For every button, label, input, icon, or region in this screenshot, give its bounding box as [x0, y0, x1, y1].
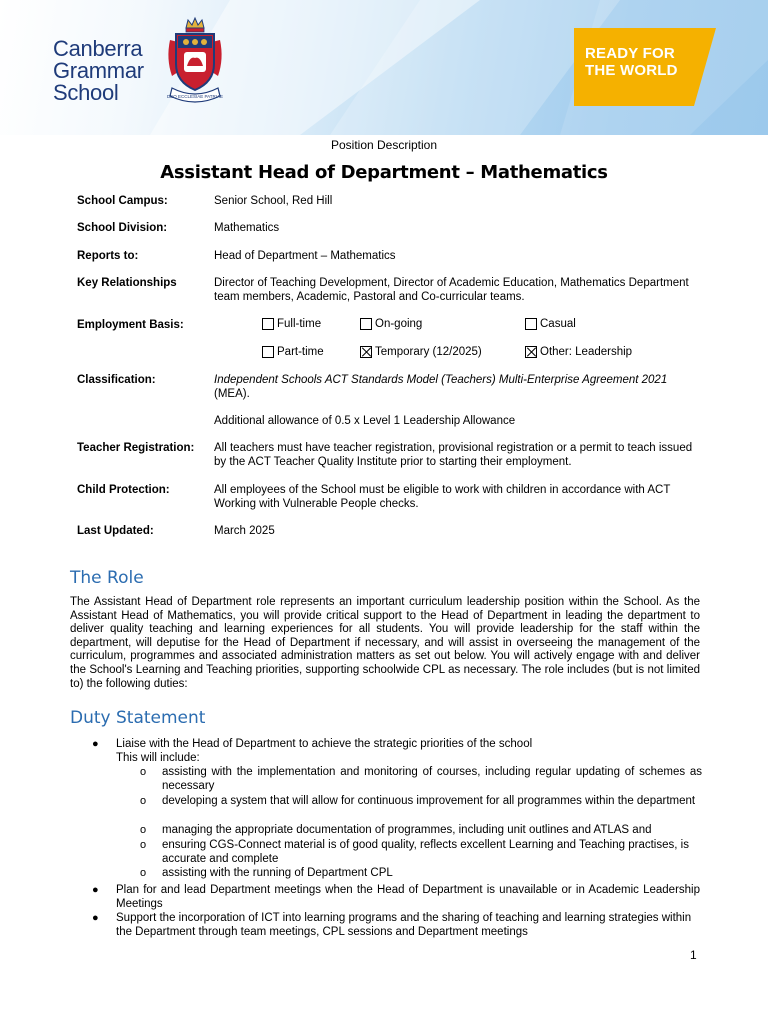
duty-item — [116, 738, 700, 765]
detail-label: Reports to: — [77, 250, 139, 262]
detail-label: Classification: — [77, 374, 156, 386]
sub-bullet-icon: o — [140, 824, 147, 836]
school-crest-icon — [164, 14, 226, 104]
tagline-line: READY FOR — [585, 45, 675, 62]
detail-label: Key Relationships — [77, 277, 177, 289]
checkbox-part-time[interactable] — [262, 345, 324, 359]
checkbox-unchecked-icon[interactable] — [262, 318, 274, 330]
svg-text:DEO ECCLESIAE PATRIAE: DEO ECCLESIAE PATRIAE — [166, 94, 224, 99]
sub-bullet-icon: o — [140, 795, 147, 807]
section-heading-role: The Role — [70, 568, 144, 588]
checkbox-label: On-going — [375, 318, 423, 330]
page-header — [0, 0, 768, 135]
checkbox-other-leadership[interactable] — [525, 345, 632, 359]
document-type: Position Description — [330, 138, 438, 152]
detail-value: Senior School, Red Hill — [214, 195, 333, 207]
school-name-line: School — [53, 80, 119, 105]
sub-bullet-icon: o — [140, 839, 147, 851]
sub-bullet-icon: o — [140, 867, 147, 879]
checkbox-label: Other: Leadership — [540, 346, 633, 358]
duty-subitem: assisting with the implementation and monitoring of courses, including regular updating of schemes as necessary — [162, 766, 702, 792]
agreement-suffix: (MEA). — [214, 388, 250, 400]
page-number: 1 — [690, 948, 697, 962]
duty-subitem: ensuring CGS-Connect material is of good quality, reflects excellent Learning and Teaching practises, is accurate and complete — [162, 839, 689, 865]
detail-value: All teachers must have teacher registration, provisional registration or a permit to teach issued by the ACT Teacher Quality Institute prior to starting their employment. — [214, 442, 693, 468]
detail-value: All employees of the School must be eligible to work with children in accordance with ACT Working with Vulnerable People checks. — [214, 484, 671, 510]
role-description: The Assistant Head of Department role represents an important curriculum leadership position within the School. As the Assistant Head of Mathematics, you will provide critical support to the Head of Department in leading the department to deliver quality teaching and learning experiences for all students. You will provide leadership for the staff within the department, will deputise for the Head of Department if necessary, and will assist in overseeing the management of the curriculum, programmes and associated administration matters as set out below. You will actively engage with and deliver the School's Learning and Teaching priorities, supporting schoolwide CPL as necessary. The role includes (but is not limited to) the following duties: — [70, 596, 700, 690]
detail-value — [214, 373, 704, 401]
detail-label: School Campus: — [77, 195, 168, 207]
bullet-icon: ● — [92, 884, 99, 896]
detail-label: Last Updated: — [77, 525, 154, 537]
bullet-icon: ● — [92, 912, 99, 924]
detail-value: March 2025 — [214, 525, 275, 537]
duty-item-text: Liaise with the Head of Department to achieve the strategic priorities of the school — [116, 738, 533, 750]
checkbox-unchecked-icon[interactable] — [525, 318, 537, 330]
duty-item-subtext: This will include: — [116, 751, 200, 764]
tagline-text — [585, 45, 678, 79]
duty-item: Plan for and lead Department meetings when the Head of Department is unavailable or in Academic Leadership Meetings — [116, 884, 700, 910]
duty-subitem: managing the appropriate documentation of programmes, including unit outlines and ATLAS and — [162, 824, 652, 836]
checkbox-unchecked-icon[interactable] — [262, 346, 274, 358]
agreement-name: Independent Schools ACT Standards Model (Teachers) Multi-Enterprise Agreement 2021 — [214, 374, 668, 386]
detail-value: Director of Teaching Development, Director of Academic Education, Mathematics Department team members, Academic, Pastoral and Co-curricular teams. — [214, 277, 689, 303]
detail-label: School Division: — [77, 222, 168, 234]
checkbox-casual[interactable] — [525, 317, 576, 331]
section-heading-duty: Duty Statement — [70, 708, 206, 728]
checkbox-label: Full-time — [277, 318, 322, 330]
checkbox-on-going[interactable] — [360, 317, 422, 331]
bullet-icon: ● — [92, 738, 99, 750]
duty-item: Support the incorporation of ICT into learning programs and the sharing of teaching and learning strategies within the Department through team meetings, CPL sessions and Department meetings — [116, 912, 692, 938]
school-name-line: Grammar — [53, 58, 144, 83]
school-name-line: Canberra — [53, 36, 143, 61]
detail-label: Teacher Registration: — [77, 442, 195, 454]
checkbox-label: Part-time — [277, 346, 324, 358]
checkbox-checked-icon[interactable] — [525, 346, 537, 358]
checkbox-temporary[interactable] — [360, 345, 482, 359]
checkbox-full-time[interactable] — [262, 317, 321, 331]
duty-subitem: developing a system that will allow for continuous improvement for all programmes within the department — [162, 795, 696, 807]
detail-value: Additional allowance of 0.5 x Level 1 Leadership Allowance — [214, 415, 516, 427]
checkbox-label: Temporary (12/2025) — [375, 346, 482, 358]
checkbox-unchecked-icon[interactable] — [360, 318, 372, 330]
detail-label: Employment Basis: — [77, 319, 184, 331]
school-name-logotype — [53, 38, 144, 104]
checkbox-checked-icon[interactable] — [360, 346, 372, 358]
detail-value: Mathematics — [214, 222, 280, 234]
tagline-line: THE WORLD — [585, 62, 678, 79]
checkbox-label: Casual — [540, 318, 576, 330]
detail-label: Child Protection: — [77, 484, 170, 496]
detail-value: Head of Department – Mathematics — [214, 250, 396, 262]
document-title: Assistant Head of Department – Mathematics — [160, 162, 608, 183]
sub-bullet-icon: o — [140, 766, 147, 778]
duty-subitem: assisting with the running of Department CPL — [162, 867, 393, 879]
